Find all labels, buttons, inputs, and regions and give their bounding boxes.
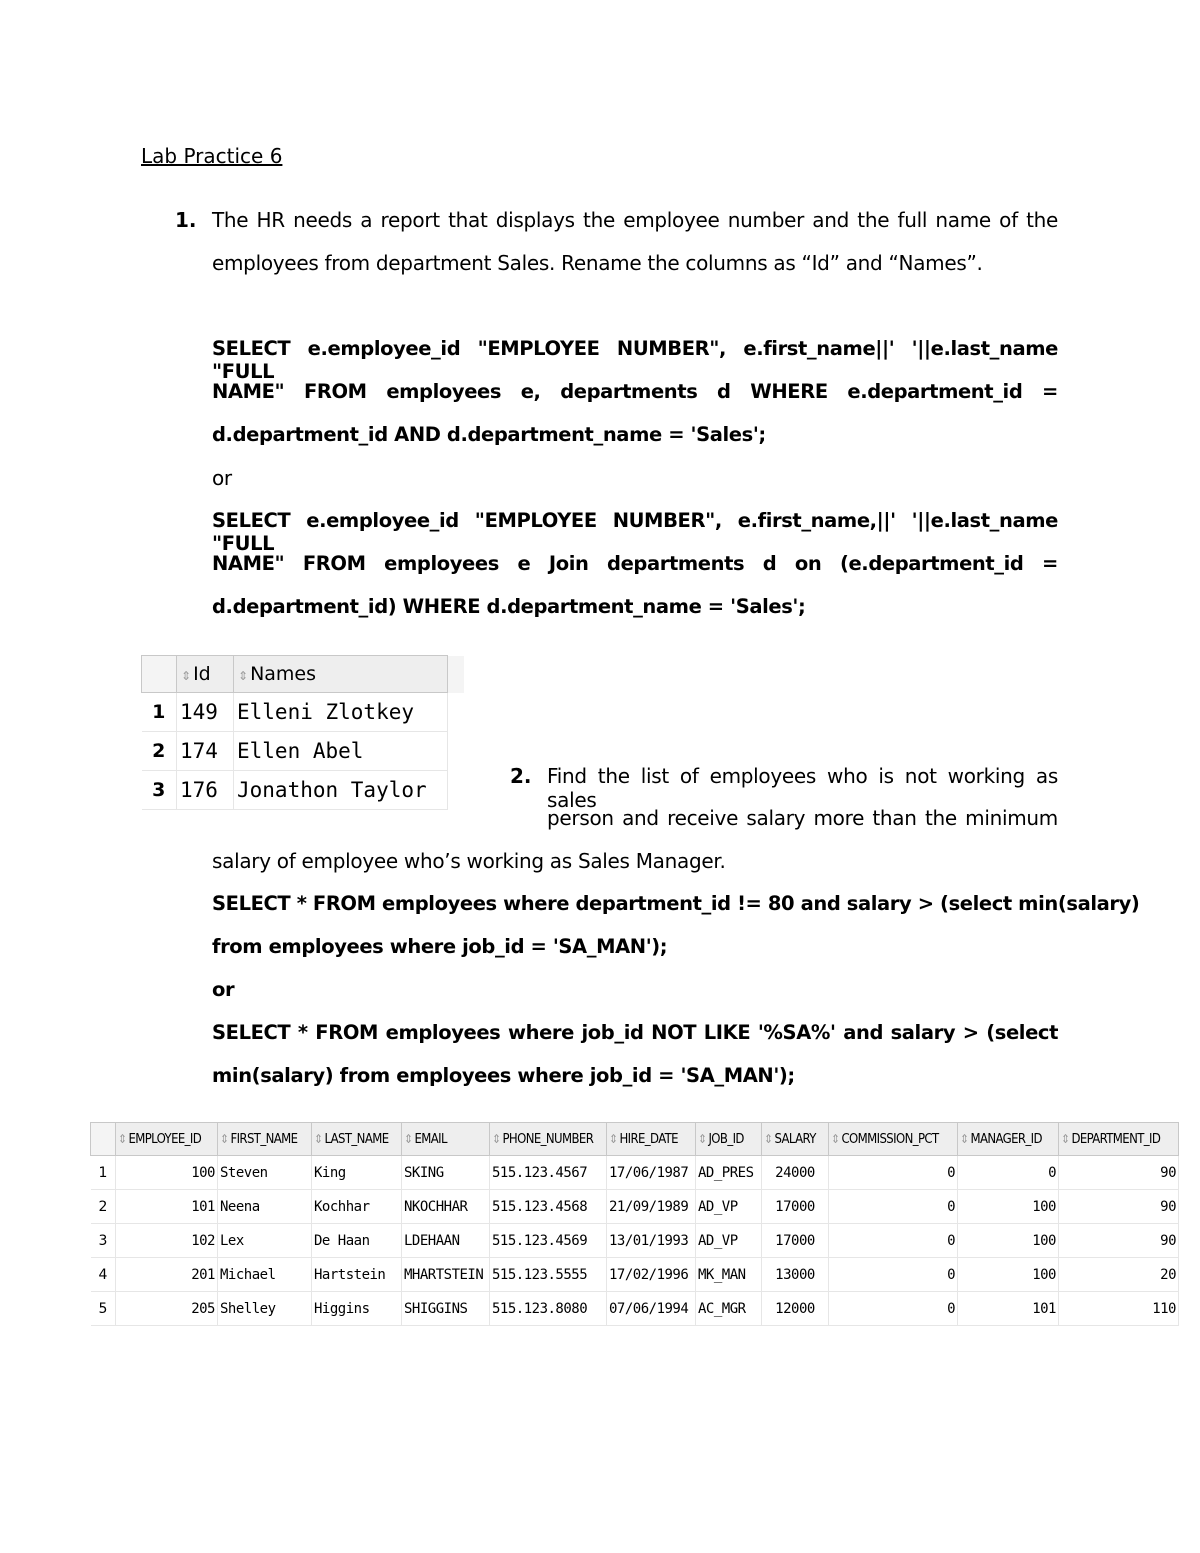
table-row[interactable] [142,693,465,732]
department-id-cell[interactable]: 90 [1059,1156,1179,1190]
filler-cell [448,732,465,771]
manager-id-cell[interactable]: 0 [958,1156,1059,1190]
row-number: 3 [142,771,177,810]
manager-id-cell[interactable]: 100 [958,1258,1059,1292]
commission-pct-cell[interactable]: 0 [829,1258,958,1292]
department-id-cell[interactable]: 20 [1059,1258,1179,1292]
grid2-corner [91,1123,116,1156]
salary-cell[interactable]: 13000 [762,1258,829,1292]
email-cell[interactable]: SHIGGINS [402,1292,490,1326]
department-id-cell[interactable]: 90 [1059,1190,1179,1224]
table-row[interactable] [91,1258,1179,1292]
employee-id-cell[interactable]: 102 [116,1224,218,1258]
sort-icon: ⇕ [238,669,249,683]
hire-date-cell[interactable]: 13/01/1993 [607,1224,696,1258]
sort-icon: ⇕ [764,1131,773,1146]
q1-sql2-line2: NAME" FROM employees e Join departments d on (e.department_id = [212,552,1058,575]
commission-pct-cell[interactable]: 0 [829,1190,958,1224]
row-number: 3 [91,1224,116,1258]
row-number: 5 [91,1292,116,1326]
first-name-cell[interactable]: Steven [218,1156,312,1190]
sort-icon: ⇕ [609,1131,618,1146]
sort-icon: ⇕ [492,1131,501,1146]
header-first-name[interactable]: ⇕ FIRST_NAME [218,1123,312,1156]
table-row[interactable] [91,1292,1179,1326]
question-1-text-line1: The HR needs a report that displays the employee number and the full name of the [212,208,1058,232]
question-1-text-line2: employees from department Sales. Rename the columns as “Id” and “Names”. [212,251,983,275]
header-employee-id[interactable]: ⇕ EMPLOYEE_ID [116,1123,218,1156]
table-row[interactable] [91,1224,1179,1258]
q1-sql1-line2: NAME" FROM employees e, departments d WHERE e.department_id = [212,380,1058,403]
table-row[interactable] [142,732,465,771]
header-phone-number[interactable]: ⇕ PHONE_NUMBER [490,1123,607,1156]
grid1-filler [448,656,465,693]
q2-sql1-line2: from employees where job_id = 'SA_MAN'); [212,935,668,958]
manager-id-cell[interactable]: 101 [958,1292,1059,1326]
first-name-cell[interactable]: Lex [218,1224,312,1258]
department-id-cell[interactable]: 90 [1059,1224,1179,1258]
page-title: Lab Practice 6 [141,144,283,168]
id-cell[interactable]: 174 [177,732,234,771]
sort-icon: ⇕ [698,1131,707,1146]
department-id-cell[interactable]: 110 [1059,1292,1179,1326]
manager-id-cell[interactable]: 100 [958,1224,1059,1258]
phone-number-cell[interactable]: 515.123.4567 [490,1156,607,1190]
header-commission-pct[interactable]: ⇕ COMMISSION_PCT [829,1123,958,1156]
result-grid-2 [90,1122,1179,1326]
email-cell[interactable]: MHARTSTEIN [402,1258,490,1292]
first-name-cell[interactable]: Shelley [218,1292,312,1326]
job-id-cell[interactable]: AC_MGR [696,1292,762,1326]
table-row[interactable] [91,1190,1179,1224]
sort-icon: ⇕ [220,1131,229,1146]
q1-or-label: or [212,466,232,490]
salary-cell[interactable]: 17000 [762,1190,829,1224]
email-cell[interactable]: NKOCHHAR [402,1190,490,1224]
commission-pct-cell[interactable]: 0 [829,1292,958,1326]
sort-icon: ⇕ [404,1131,413,1146]
question-2-text-line1: Find the list of employees who is not working as sales [547,764,1058,812]
sort-icon: ⇕ [960,1131,969,1146]
sort-icon: ⇕ [314,1131,323,1146]
id-cell[interactable]: 176 [177,771,234,810]
name-cell[interactable]: Elleni Zlotkey [234,693,448,732]
grid1-header-id[interactable]: ⇕ Id [177,656,234,693]
q1-sql2-line1: SELECT e.employee_id "EMPLOYEE NUMBER", e.first_name,||' '||e.last_name "FULL [212,509,1058,555]
filler-cell [448,771,465,810]
first-name-cell[interactable]: Neena [218,1190,312,1224]
phone-number-cell[interactable]: 515.123.4569 [490,1224,607,1258]
job-id-cell[interactable]: MK_MAN [696,1258,762,1292]
last-name-cell[interactable]: King [312,1156,402,1190]
sort-icon: ⇕ [181,669,192,683]
header-salary[interactable]: ⇕ SALARY [762,1123,829,1156]
row-number: 2 [91,1190,116,1224]
header-hire-date[interactable]: ⇕ HIRE_DATE [607,1123,696,1156]
email-cell[interactable]: SKING [402,1156,490,1190]
grid2-header-row [91,1123,1179,1156]
grid1-corner [142,656,177,693]
job-id-cell[interactable]: AD_PRES [696,1156,762,1190]
job-id-cell[interactable]: AD_VP [696,1224,762,1258]
commission-pct-cell[interactable]: 0 [829,1156,958,1190]
commission-pct-cell[interactable]: 0 [829,1224,958,1258]
salary-cell[interactable]: 12000 [762,1292,829,1326]
question-2-number: 2. [510,764,532,788]
result-grid-1 [141,655,464,810]
name-cell[interactable]: Jonathon Taylor [234,771,448,810]
email-cell[interactable]: LDEHAAN [402,1224,490,1258]
filler-cell [448,693,465,732]
sort-icon: ⇕ [118,1131,127,1146]
hire-date-cell[interactable]: 07/06/1994 [607,1292,696,1326]
q1-sql2-line3: d.department_id) WHERE d.department_name = 'Sales'; [212,595,806,618]
hire-date-cell[interactable]: 21/09/1989 [607,1190,696,1224]
row-number: 4 [91,1258,116,1292]
sort-icon: ⇕ [831,1131,840,1146]
id-cell[interactable]: 149 [177,693,234,732]
last-name-cell[interactable]: Higgins [312,1292,402,1326]
header-department-id[interactable]: ⇕ DEPARTMENT_ID [1059,1123,1179,1156]
grid1-header-names[interactable]: ⇕ Names [234,656,448,693]
question-2-text-line3: salary of employee who’s working as Sales Manager. [212,849,726,873]
phone-number-cell[interactable]: 515.123.4568 [490,1190,607,1224]
q2-sql2-line1: SELECT * FROM employees where job_id NOT LIKE '%SA%' and salary > (select [212,1021,1058,1044]
q2-or-label: or [212,978,235,1001]
last-name-cell[interactable]: Kochhar [312,1190,402,1224]
salary-cell[interactable]: 24000 [762,1156,829,1190]
q1-sql1-line3: d.department_id AND d.department_name = 'Sales'; [212,423,766,446]
header-job-id[interactable]: ⇕ JOB_ID [696,1123,762,1156]
first-name-cell[interactable]: Michael [218,1258,312,1292]
row-number: 1 [91,1156,116,1190]
hire-date-cell[interactable]: 17/02/1996 [607,1258,696,1292]
hire-date-cell[interactable]: 17/06/1987 [607,1156,696,1190]
question-1-number: 1. [175,208,197,232]
job-id-cell[interactable]: AD_VP [696,1190,762,1224]
table-row[interactable] [142,771,465,810]
phone-number-cell[interactable]: 515.123.8080 [490,1292,607,1326]
employee-id-cell[interactable]: 201 [116,1258,218,1292]
last-name-cell[interactable]: Hartstein [312,1258,402,1292]
header-manager-id[interactable]: ⇕ MANAGER_ID [958,1123,1059,1156]
header-email[interactable]: ⇕ EMAIL [402,1123,490,1156]
q2-sql1-line1: SELECT * FROM employees where department_id != 80 and salary > (select min(salary) [212,892,1140,915]
row-number: 2 [142,732,177,771]
last-name-cell[interactable]: De Haan [312,1224,402,1258]
employee-id-cell[interactable]: 101 [116,1190,218,1224]
table-row[interactable] [91,1156,1179,1190]
sort-icon: ⇕ [1061,1131,1070,1146]
q2-sql2-line2: min(salary) from employees where job_id = 'SA_MAN'); [212,1064,795,1087]
grid1-header-row [142,656,465,693]
question-2-text-line2: person and receive salary more than the minimum [547,806,1058,830]
employee-id-cell[interactable]: 100 [116,1156,218,1190]
employee-id-cell[interactable]: 205 [116,1292,218,1326]
q1-sql1-line1: SELECT e.employee_id "EMPLOYEE NUMBER", e.first_name||' '||e.last_name "FULL [212,337,1058,383]
manager-id-cell[interactable]: 100 [958,1190,1059,1224]
header-last-name[interactable]: ⇕ LAST_NAME [312,1123,402,1156]
row-number: 1 [142,693,177,732]
salary-cell[interactable]: 17000 [762,1224,829,1258]
phone-number-cell[interactable]: 515.123.5555 [490,1258,607,1292]
name-cell[interactable]: Ellen Abel [234,732,448,771]
